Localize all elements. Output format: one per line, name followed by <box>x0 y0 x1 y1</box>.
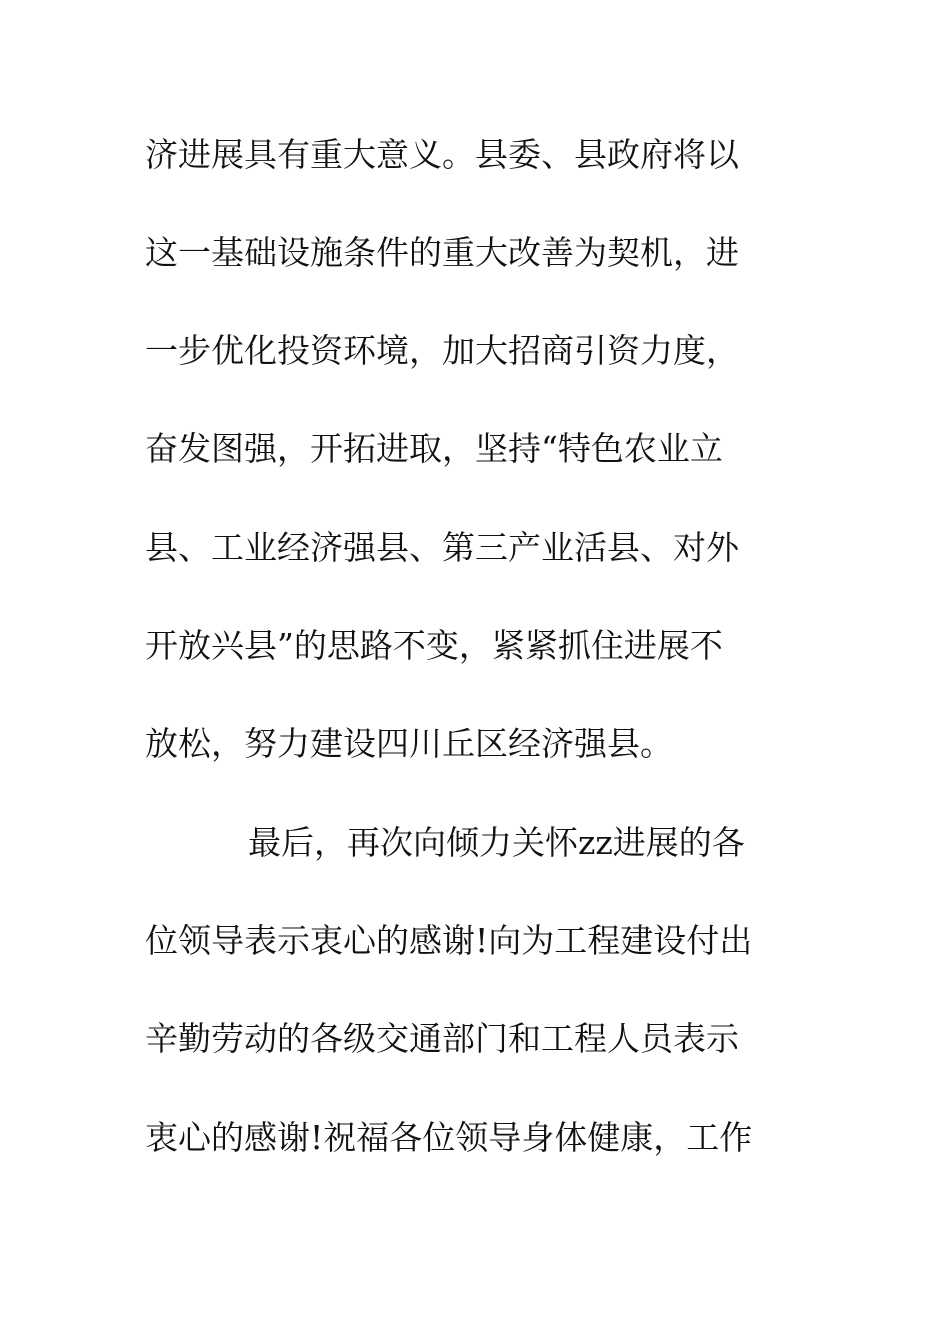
body-text-line: 衷心的感谢!祝福各位领导身体健康，工作 <box>145 1118 753 1157</box>
body-text-line: 县、工业经济强县、第三产业活县、对外 <box>145 528 739 567</box>
body-text-line: 奋发图强，开拓进取，坚持“特色农业立 <box>145 429 723 468</box>
body-text-line: 位领导表示衷心的感谢!向为工程建设付出 <box>145 921 753 960</box>
body-text-line: 开放兴县”的思路不变，紧紧抓住进展不 <box>145 626 723 665</box>
body-text-line: 一步优化投资环境，加大招商引资力度， <box>145 331 739 370</box>
paragraph-first-line: 最后，再次向倾力关怀zz进展的各 <box>248 823 745 862</box>
body-text-line: 辛勤劳动的各级交通部门和工程人员表示 <box>145 1019 739 1058</box>
body-text-line: 放松，努力建设四川丘区经济强县。 <box>145 724 673 763</box>
body-text-line: 这一基础设施条件的重大改善为契机，进 <box>145 233 739 272</box>
body-text-line: 济进展具有重大意义。县委、县政府将以 <box>145 135 739 174</box>
